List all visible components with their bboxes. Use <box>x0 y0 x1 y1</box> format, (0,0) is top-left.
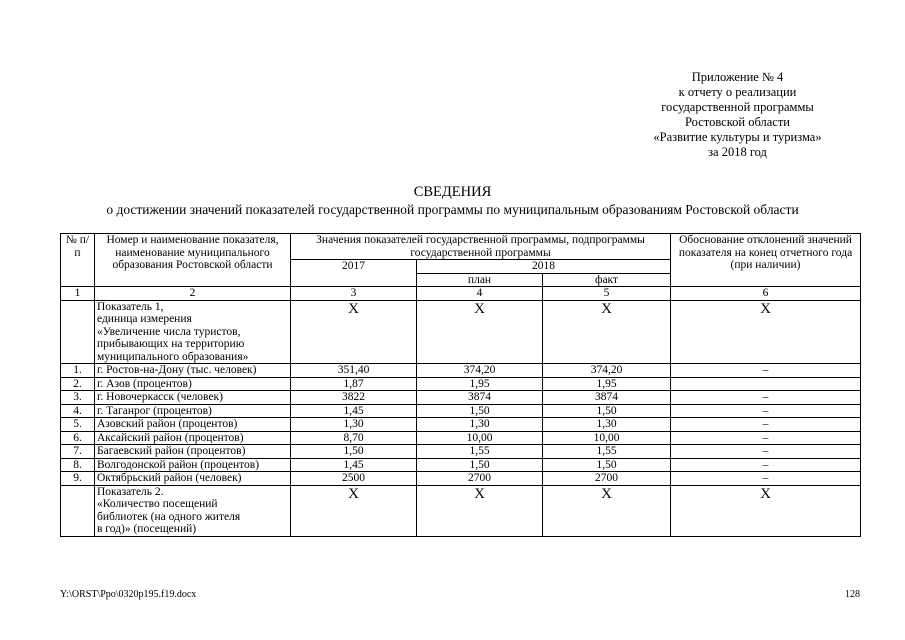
row-plan: 1,55 <box>417 445 543 459</box>
row-plan: 2700 <box>417 472 543 486</box>
row-name: Октябрьский район (человек) <box>95 472 291 486</box>
x-mark: X <box>543 485 671 536</box>
table-row <box>61 404 861 418</box>
table-row <box>61 445 861 459</box>
table-row <box>61 418 861 432</box>
row-name: Аксайский район (процентов) <box>95 431 291 445</box>
row-plan: 1,50 <box>417 458 543 472</box>
table-row <box>61 377 861 391</box>
row-name: г. Азов (процентов) <box>95 377 291 391</box>
colnum: 2 <box>95 287 291 301</box>
document-subtitle: о достижении значений показателей государственной программы по муниципальным образованиям Ростовской области <box>106 202 799 217</box>
x-mark: X <box>417 300 543 364</box>
row-2017: 1,45 <box>291 458 417 472</box>
row-fact: 1,50 <box>543 458 671 472</box>
row-num: 3. <box>61 391 95 405</box>
row-fact: 1,55 <box>543 445 671 459</box>
row-num: 2. <box>61 377 95 391</box>
x-mark: X <box>671 485 861 536</box>
row-reason: – <box>671 445 861 459</box>
row-reason: – <box>671 458 861 472</box>
indicator-2-name <box>95 485 291 536</box>
row-2017: 1,50 <box>291 445 417 459</box>
appendix-header <box>560 70 905 160</box>
row-2017: 1,30 <box>291 418 417 432</box>
row-name: Азовский район (процентов) <box>95 418 291 432</box>
indicator-line: библиотек (на одного жителя <box>97 510 241 523</box>
x-mark: X <box>291 485 417 536</box>
row-fact: 374,20 <box>543 364 671 378</box>
appendix-line: к отчету о реализации <box>678 85 797 99</box>
x-mark: X <box>543 300 671 364</box>
row-fact: 3874 <box>543 391 671 405</box>
header-fact: факт <box>543 273 671 287</box>
table-row <box>61 458 861 472</box>
appendix-line: Приложение № 4 <box>691 70 784 84</box>
row-reason: – <box>671 418 861 432</box>
indicator-1-name <box>95 300 291 364</box>
row-fact: 10,00 <box>543 431 671 445</box>
row-reason: – <box>671 404 861 418</box>
header-plan: план <box>417 273 543 287</box>
indicator-line: в год)» (посещений) <box>97 523 197 535</box>
indicator-line: Показатель 1, <box>97 300 164 313</box>
table-row <box>61 472 861 486</box>
indicator-line: единица измерения <box>97 313 192 325</box>
indicators-table <box>60 233 861 537</box>
row-2017: 2500 <box>291 472 417 486</box>
row-fact: 2700 <box>543 472 671 486</box>
row-num: 7. <box>61 445 95 459</box>
row-reason: – <box>671 391 861 405</box>
colnum: 6 <box>671 287 861 301</box>
row-reason: – <box>671 364 861 378</box>
colnum: 3 <box>291 287 417 301</box>
row-2017: 3822 <box>291 391 417 405</box>
row-plan: 1,50 <box>417 404 543 418</box>
row-num: 5. <box>61 418 95 432</box>
indicator-line: «Увеличение числа туристов, <box>97 325 241 338</box>
appendix-line: государственной программы <box>661 100 814 114</box>
indicator-line: муниципального образования» <box>97 350 249 363</box>
row-fact: 1,50 <box>543 404 671 418</box>
row-name: Волгодонской район (процентов) <box>95 458 291 472</box>
row-fact: 1,95 <box>543 377 671 391</box>
header-reason: Обоснование отклонений значений показателя на конец отчетного года (при наличии) <box>671 234 861 287</box>
colnum: 1 <box>61 287 95 301</box>
row-num: 1. <box>61 364 95 378</box>
row-plan: 374,20 <box>417 364 543 378</box>
colnum: 5 <box>543 287 671 301</box>
footer-file-path: Y:\ORST\Ppo\0320p195.f19.docx <box>60 589 197 600</box>
indicator-num <box>61 300 95 364</box>
document-title: СВЕДЕНИЯ <box>413 184 492 200</box>
row-plan: 1,95 <box>417 377 543 391</box>
header-num: № п/п <box>61 234 95 287</box>
row-reason: – <box>671 472 861 486</box>
row-num: 8. <box>61 458 95 472</box>
indicator-line: прибывающих на территорию <box>97 338 245 350</box>
appendix-line: Ростовской области <box>685 115 790 129</box>
colnum: 4 <box>417 287 543 301</box>
indicator-num <box>61 485 95 536</box>
row-num: 4. <box>61 404 95 418</box>
appendix-line: «Развитие культуры и туризма» <box>653 130 822 144</box>
footer-page-number: 128 <box>845 589 860 600</box>
indicator-line: «Количество посещений <box>97 498 218 510</box>
table-body <box>61 234 861 537</box>
row-2017: 1,87 <box>291 377 417 391</box>
indicator-1-row <box>61 300 861 364</box>
indicator-2-row <box>61 485 861 536</box>
row-reason: – <box>671 431 861 445</box>
column-numbers-row <box>61 287 861 301</box>
row-fact: 1,30 <box>543 418 671 432</box>
header-name: Номер и наименование показателя, наименование муниципального образования Ростовской области <box>95 234 291 287</box>
indicator-line: Показатель 2. <box>97 485 164 498</box>
row-num: 6. <box>61 431 95 445</box>
table-row <box>61 391 861 405</box>
row-plan: 1,30 <box>417 418 543 432</box>
row-2017: 8,70 <box>291 431 417 445</box>
table-row <box>61 431 861 445</box>
row-plan: 3874 <box>417 391 543 405</box>
x-mark: X <box>291 300 417 364</box>
x-mark: X <box>417 485 543 536</box>
row-name: г. Ростов-на-Дону (тыс. человек) <box>95 364 291 378</box>
header-2017: 2017 <box>291 260 417 287</box>
row-2017: 1,45 <box>291 404 417 418</box>
row-name: г. Таганрог (процентов) <box>95 404 291 418</box>
row-2017: 351,40 <box>291 364 417 378</box>
appendix-line: за 2018 год <box>708 145 767 159</box>
table-row <box>61 364 861 378</box>
header-values: Значения показателей государственной программы, подпрограммы государственной программы <box>291 234 671 260</box>
row-name: Багаевский район (процентов) <box>95 445 291 459</box>
row-plan: 10,00 <box>417 431 543 445</box>
row-name: г. Новочеркасск (человек) <box>95 391 291 405</box>
x-mark: X <box>671 300 861 364</box>
row-reason <box>671 377 861 391</box>
header-row <box>61 234 861 260</box>
row-num: 9. <box>61 472 95 486</box>
header-2018: 2018 <box>417 260 671 274</box>
